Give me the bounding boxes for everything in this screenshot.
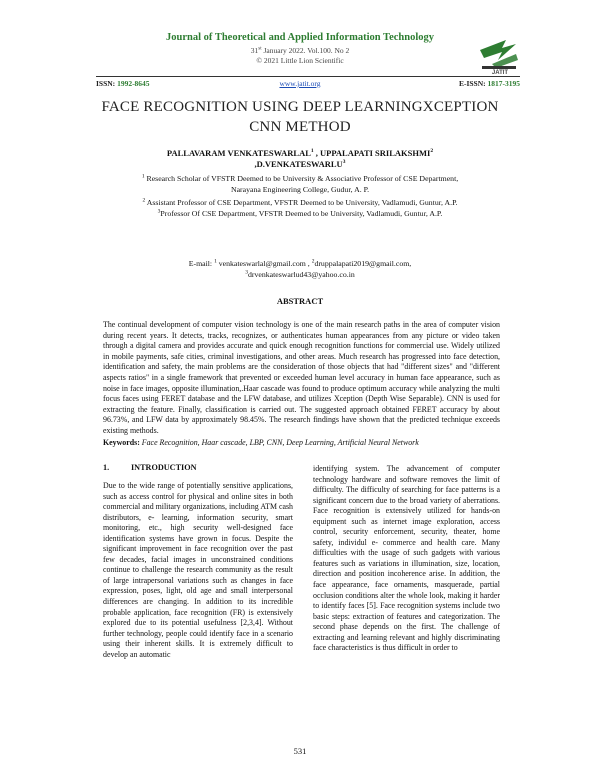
email-2[interactable]: druppalapati2019@gmail.com, [314,259,412,268]
section-number: 1. [103,463,110,472]
eissn-label: E-ISSN: [458,79,488,88]
issue-day: 31 [250,46,259,55]
affiliation-1-sup: 1 [141,173,145,180]
author-list [130,148,470,170]
author-3-sup: 3 [342,159,346,166]
affiliation-3 [96,208,504,219]
affiliation-1-line-1: Research Scholar of VFSTR Deemed to be University & Associative Professor of CSE Department, [144,174,459,183]
author-1: PALLAVARAM VENKATESWARLAL [166,148,311,158]
header-divider [96,76,520,77]
affiliation-2-sup: 2 [142,197,146,204]
logo-text: JATIT [491,70,509,76]
paper-title [90,97,510,137]
author-1-sup: 1 [310,148,314,155]
eissn-value: 1817-3195 [487,79,520,88]
email-3[interactable]: drvenkateswarlud43@yahoo.co.in [247,270,355,279]
email-2-sup: 2 [311,258,315,265]
paper-title-line-1: FACE RECOGNITION USING DEEP LEARNINGXCEPTION [101,99,499,115]
author-emails [120,258,480,280]
eissn [459,79,520,88]
keywords-label: Keywords: [103,438,142,447]
journal-website-link[interactable]: www.jatit.org [279,79,321,88]
affiliation-1-line-2: Narayana Engineering College, Gudur, A. P. [230,185,370,194]
email-label: E-mail: [188,259,215,268]
affiliation-1 [96,173,504,195]
body-column-right: identifying system. The advancement of computer technology hardware and software removes the limit of difficulty. The difficulty of searching for face patterns is a significant concern due to the broad variety of aberrations. Face recognition is extensively utilized for hands-on equipment such as internet image exploration, access control, security enforcement, security, theater, home safety, individul e- commerce and health care. Many difficulties with the usage of such gadgets with various features such as variations in illumination, size, location, direction and position incoherence arise. In addition, the face appearance, face ornaments, masquerade, partial occlusion conditions alter the whole look, making it harder to identify faces [5]. Face recognition systems include two basic steps: extraction of features and categorization. The second phase depends on the first. The challenge of extracting and learning relevant and highly discriminating face characteristics is thus difficult in order to [313,464,500,653]
issn-value: 1992-8645 [117,79,150,88]
paper-title-line-2: CNN METHOD [249,119,351,135]
issue-day-suffix: st [258,46,262,52]
page-number: 531 [293,746,307,756]
section-heading [103,463,197,472]
email-3-sup: 3 [245,269,248,276]
abstract-body: The continual development of computer vision technology is one of the main research paths in the area of computer vision during recent years. It detects, tracks, recognizes, or authenticates human appearances from any picture or video taken through a digital camera and provides accurate and quick enough recognition functions for commercial use. Widely utilized in mobile payments, safe cities, criminal investigations, and other areas. Much research has progressed into face detection, identification and safety, the main problems are the consideration of those objects that had "different sizes" and "different aspects ratios" in a single framework that prevented or exceeded human level accuracy in human face appearance, such as noise in face images, opposite illumination,.Haar cascade was found to produce optimum accuracy while analyzing the multi focus faces using FERET database and the LFW database, and utilizes Xception (Depth Wise Separable). CNN is used for extracting the feature. Finally, classification is carried out. The suggested approach obtained FERET accuracy by about 96.73%, and LFW data by approximately 98.45%. The research findings have shown that the predicted technique exceeds existing methods. [103,320,500,435]
keywords [103,438,503,448]
author-2-sup: 2 [430,148,434,155]
affiliation-3-sup: 3 [157,208,161,215]
affiliation-2 [96,197,504,208]
issn-label: ISSN: [96,79,118,88]
email-1-sup: 1 [214,258,217,265]
journal-title: Journal of Theoretical and Applied Information Technology [166,32,434,43]
email-1[interactable]: venkateswarlal@gmail.com , [216,259,312,268]
author-2: , UPPALAPATI SRILAKSHMI [313,148,431,158]
affiliation-3-text: Professor Of CSE Department, VFSTR Deemed to be University, Vadlamudi, Guntur, A.P. [160,209,443,218]
affiliation-2-text: Assistant Professor of CSE Department, VFSTR Deemed to be University, Vadlamudi, Guntur, A.P. [145,198,458,207]
journal-copyright: © 2021 Little Lion Scientific [256,56,344,65]
abstract-heading: ABSTRACT [276,296,324,306]
issue-details: January 2022. Vol.100. No 2 [261,46,350,55]
section-title: INTRODUCTION [131,463,197,472]
body-column-left: Due to the wide range of potentially sensitive applications, such as access control for physical and online sites in both commercial and military organizations, including ATM cash distributors, e- learning, information security, smart monitoring, etc., high security well-designed face identification systems have grown in focus. Despite the significant improvement in face recognition over the past few decades, facial images in unconstrained conditions continue to challenge the research community as the result of large intrapersonal variations such as changes in face expression, poses, light, old age and small interpersonal differences are changing. In addition to its incredible probable application, face recognition (FR) is extensively explored due to its potential usefulness [2,3,4]. Without further technology, people could identify face in a scenario using their inherent skills. It is extremely difficult to develop an automatic [103,481,293,659]
author-3: ,D.VENKATESWARLU [254,159,343,169]
keywords-list: Face Recognition, Haar cascade, LBP, CNN, Deep Learning, Artificial Neural Network [141,438,419,447]
